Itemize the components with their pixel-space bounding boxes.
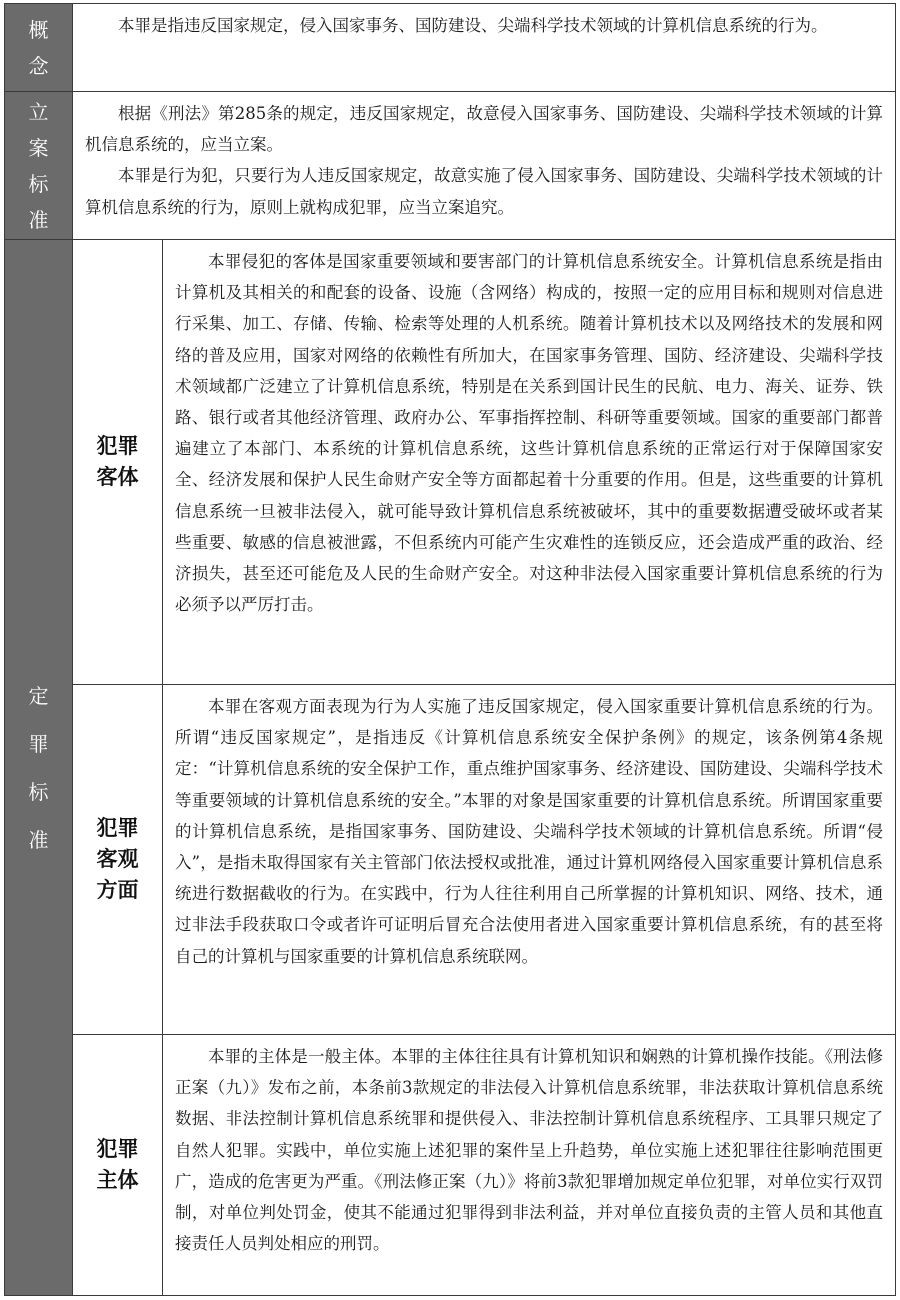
sub-label-crime-subject: 犯罪主体	[73, 1035, 163, 1296]
row-objective-aspect	[5, 685, 896, 1035]
paragraph: 根据《刑法》第285条的规定，违反国家规定，故意侵入国家事务、国防建设、尖端科学技术领域的计算机信息系统的，应当立案。	[85, 104, 883, 155]
row-crime-subject	[5, 1035, 896, 1296]
paragraph: 本罪的主体是一般主体。本罪的主体往往具有计算机知识和娴熟的计算机操作技能。《刑法修正案（九）》发布之前，本条前3款规定的非法侵入计算机信息系统罪，非法获取计算机信息系统数据、非法控制计算机信息系统罪和提供侵入、非法控制计算机信息系统程序、工具罪只规定了自然人犯罪。实践中，单位实施上述犯罪的案件呈上升趋势，单位实施上述犯罪往往影响范围更广，造成的危害更为严重。《刑法修正案（九）》将前3款犯罪增加规定单位犯罪，对单位实行双罚制，对单位判处罚金，使其不能通过犯罪得到非法利益，并对单位直接负责的主管人员和其他直接责任人员判处相应的刑罚。	[175, 1047, 883, 1254]
crime-object-text	[163, 240, 896, 685]
paragraph: 本罪是行为犯，只要行为人违反国家规定，故意实施了侵入国家事务、国防建设、尖端科学技术领域的计算机信息系统的行为，原则上就构成犯罪，应当立案追究。	[85, 166, 883, 217]
crime-definition-table	[4, 3, 896, 1296]
row-label-filing-standard: 立案标准	[5, 92, 73, 240]
row-filing-standard	[5, 92, 896, 240]
crime-subject-text	[163, 1035, 896, 1296]
filing-standard-text	[73, 92, 896, 240]
paragraph: 本罪是指违反国家规定，侵入国家事务、国防建设、尖端科学技术领域的计算机信息系统的行为。	[118, 16, 828, 35]
paragraph: 本罪在客观方面表现为行为人实施了违反国家规定，侵入国家重要计算机信息系统的行为。所谓“违反国家规定”，是指违反《计算机信息系统安全保护条例》的规定，该条例第4条规定：“计算机信息系统的安全保护工作，重点维护国家事务、经济建设、国防建设、尖端科学技术等重要领域的计算机信息系统的安全。”本罪的对象是国家重要的计算机信息系统。所谓国家重要的计算机信息系统，是指国家事务、国防建设、尖端科学技术领域的计算机信息系统。所谓“侵入”，是指未取得国家有关主管部门依法授权或批准，通过计算机网络侵入国家重要计算机信息系统进行数据截收的行为。在实践中，行为人往往利用自己所掌握的计算机知识、网络、技术，通过非法手段获取口令或者许可证明后冒充合法使用者进入国家重要计算机信息系统，有的甚至将自己的计算机与国家重要的计算机信息系统联网。	[175, 697, 883, 966]
paragraph: 本罪侵犯的客体是国家重要领域和要害部门的计算机信息系统安全。计算机信息系统是指由计算机及其相关的和配套的设备、设施（含网络）构成的，按照一定的应用目标和规则对信息进行采集、加工、存储、传输、检索等处理的人机系统。随着计算机技术以及网络技术的发展和网络的普及应用，国家对网络的依赖性有所加大，在国家事务管理、国防、经济建设、尖端科学技术领域都广泛建立了计算机信息系统，特别是在关系到国计民生的民航、电力、海关、证券、铁路、银行或者其他经济管理、政府办公、军事指挥控制、科研等重要领域。国家的重要部门都普遍建立了本部门、本系统的计算机信息系统，这些计算机信息系统的正常运行对于保障国家安全、经济发展和保护人民生命财产安全等方面都起着十分重要的作用。但是，这些重要的计算机信息系统一旦被非法侵入，就可能导致计算机信息系统被破坏，其中的重要数据遭受破坏或者某些重要、敏感的信息被泄露，不但系统内可能产生灾难性的连锁反应，还会造成严重的政治、经济损失，甚至还可能危及人民的生命财产安全。对这种非法侵入国家重要计算机信息系统的行为必须予以严厉打击。	[175, 252, 883, 615]
row-concept	[5, 4, 896, 92]
row-label-concept: 概念	[5, 4, 73, 92]
row-crime-object	[5, 240, 896, 685]
row-label-conviction-standard: 定罪标准	[5, 240, 73, 1296]
objective-aspect-text	[163, 685, 896, 1035]
sub-label-objective-aspect: 犯罪客观方面	[73, 685, 163, 1035]
concept-text	[73, 4, 896, 92]
sub-label-crime-object: 犯罪客体	[73, 240, 163, 685]
